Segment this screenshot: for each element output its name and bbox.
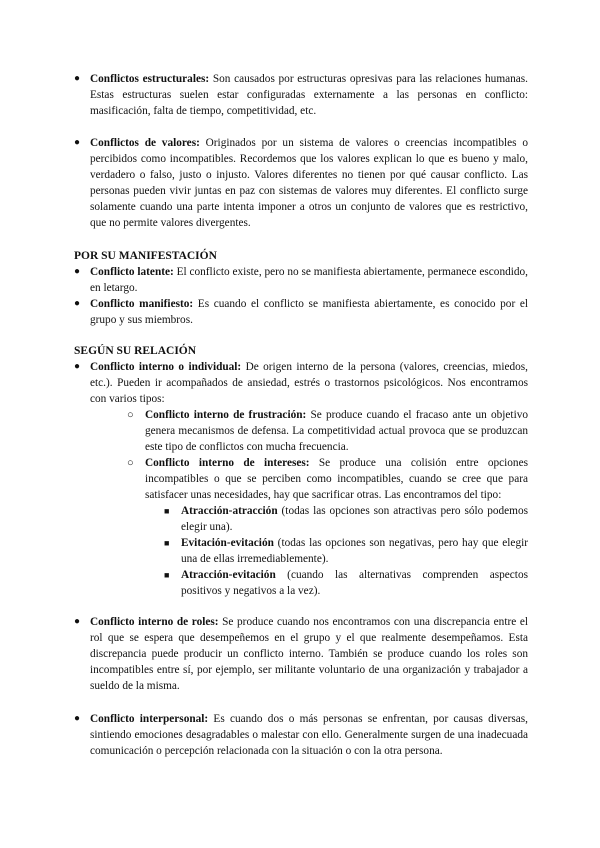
sublist-item-frustracion: [0, 407, 600, 455]
square-bullet-icon: ■: [164, 506, 170, 516]
square-bullet-icon: ■: [164, 538, 170, 548]
term-label: Evitación-evitación: [181, 537, 274, 549]
sublist-item-intereses: [0, 455, 600, 503]
subsublist-item-atraccion-atraccion: [0, 503, 600, 535]
bullet-icon: ●: [74, 713, 81, 724]
bullet-icon: ●: [74, 298, 81, 309]
item-text: Es cuando el conflicto se manifiesta abiertamente, es conocido por el grupo y sus miembros.: [90, 298, 528, 327]
list-item-conflicto-manifiesto: [0, 296, 600, 328]
item-text: Se produce cuando el fracaso ante un objetivo genera mecanismos de defensa. La competitividad actual provoca que se produzcan este tipo de conflictos con mucha frecuencia.: [145, 409, 529, 454]
item-text: Se produce una colisión entre opciones incompatibles o que se perciben como incompatibles, cuando se cree que para satisfacer unas necesidades, hay que sacrificar otras. Las encontramos del tipo:: [145, 457, 528, 502]
term-label: Atracción-evitación: [181, 569, 276, 581]
item-text: (todas las opciones son atractivas pero sólo podemos elegir una).: [181, 505, 528, 534]
list-item-conflicto-interno: [0, 359, 600, 407]
subsublist-item-evitacion-evitacion: [0, 535, 600, 567]
term-label: Conflictos estructurales:: [90, 73, 210, 85]
bullet-icon: ●: [74, 616, 81, 627]
item-text: Se produce cuando nos encontramos con una discrepancia entre el rol que se espera que desempeñemos en el grupo y el que realmente desempeñamos. Esta discrepancia puede producir un conflicto interno. También se produce cuando los roles son incompatibles entre sí, por ejemplo, ser militante voluntario de una organización y trabajador a sueldo de la misma.: [90, 616, 528, 693]
list-item-conflicto-interpersonal: [0, 711, 600, 759]
section-heading-relacion: SEGÚN SU RELACIÓN: [74, 345, 197, 357]
section-heading-manifestacion: POR SU MANIFESTACIÓN: [74, 250, 217, 262]
bullet-icon: ●: [74, 266, 81, 277]
term-label: Conflicto latente:: [90, 266, 174, 278]
square-bullet-icon: ■: [164, 570, 170, 580]
bullet-icon: ●: [74, 361, 81, 372]
subsublist-item-atraccion-evitacion: [0, 567, 600, 599]
term-label: Conflictos de valores:: [90, 137, 200, 149]
item-text: El conflicto existe, pero no se manifiesta abiertamente, permanece escondido, en letargo.: [90, 266, 528, 295]
term-label: Atracción-atracción: [181, 505, 278, 517]
circle-bullet-icon: ○: [127, 457, 134, 469]
item-text: Es cuando dos o más personas se enfrentan, por causas diversas, sintiendo emociones desagradables o malestar con ello. Generalmente surgen de una inadecuada comunicación o percepción relacionada con la situación o con la otra persona.: [90, 713, 528, 758]
item-text: (todas las opciones son negativas, pero hay que elegir una de ellas irremediablemente).: [181, 537, 528, 566]
item-text: Son causados por estructuras opresivas para las relaciones humanas. Estas estructuras suelen estar configuradas externamente a las personas en conflicto: masificación, falta de tiempo, competitividad, etc.: [90, 73, 528, 118]
item-text: De origen interno de la persona (valores, creencias, miedos, etc.). Pueden ir acompañados de ansiedad, estrés o trastornos psicológicos. Nos encontramos con varios tipos:: [90, 361, 529, 406]
term-label: Conflicto interno o individual:: [90, 361, 242, 373]
term-label: Conflicto interno de intereses:: [145, 457, 310, 469]
term-label: Conflicto interno de frustración:: [145, 409, 307, 421]
bullet-icon: ●: [74, 137, 81, 148]
bullet-icon: ●: [74, 73, 81, 84]
circle-bullet-icon: ○: [127, 409, 134, 421]
list-item-conflictos-valores: [0, 135, 600, 232]
term-label: Conflicto interpersonal:: [90, 713, 209, 725]
list-item-conflictos-estructurales: [0, 71, 600, 119]
item-text: (cuando las alternativas comprenden aspectos positivos y negativos a la vez).: [181, 569, 528, 598]
list-item-conflicto-roles: [0, 614, 600, 694]
term-label: Conflicto manifiesto:: [90, 298, 194, 310]
item-text: Originados por un sistema de valores o creencias incompatibles o percibidos como incompatibles. Recordemos que los valores explican lo que es bueno y malo, verdadero o falso, justo o injusto. Valores diferentes no tienen por qué causar conflicto. Las personas pueden vivir juntas en paz con sistemas de valores muy diferentes. El conflicto surge solamente cuando una parte intenta imponer a otros un conjunto de valores que es restrictivo, que no permite valores divergentes.: [90, 137, 528, 230]
list-item-conflicto-latente: [0, 264, 600, 296]
term-label: Conflicto interno de roles:: [90, 616, 219, 628]
